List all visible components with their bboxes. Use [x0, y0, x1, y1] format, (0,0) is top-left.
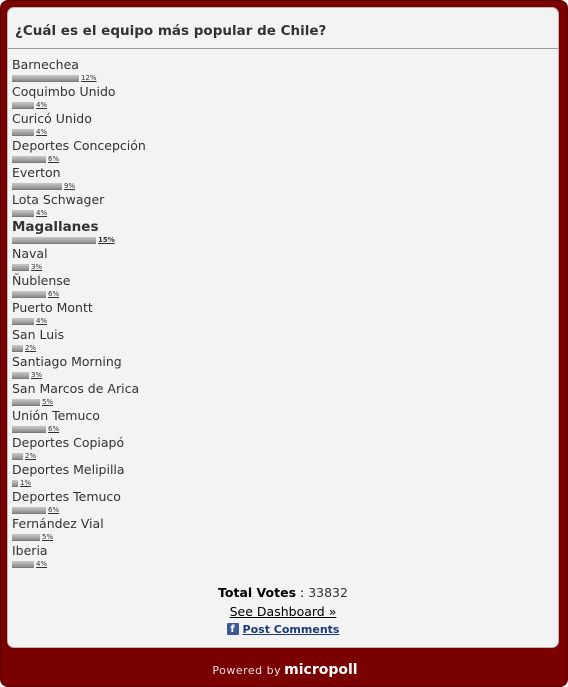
poll-option-label: Deportes Copiapó [12, 435, 125, 450]
poll-panel [7, 7, 559, 648]
see-dashboard-link[interactable]: See Dashboard » [229, 604, 337, 619]
poll-option-label: Fernández Vial [12, 516, 104, 531]
poll-option-label: Naval [12, 246, 48, 261]
poll-option-percent: 6% [48, 155, 60, 163]
poll-option [12, 192, 552, 219]
poll-option-label: Lota Schwager [12, 192, 105, 207]
poll-option-percent: 4% [36, 128, 48, 136]
poll-option-bar-row [12, 479, 31, 487]
poll-option-label: Everton [12, 165, 61, 180]
poll-options-list [12, 57, 552, 570]
poll-option-percent: 6% [48, 506, 60, 514]
poll-option-bar [12, 426, 46, 433]
poll-option-percent: 3% [31, 263, 43, 271]
micropoll-brand[interactable]: micropoll [284, 662, 358, 678]
poll-option-bar-row [12, 344, 36, 352]
poll-option-bar [12, 183, 62, 190]
poll-option [12, 435, 552, 462]
poll-option-bar-row [12, 128, 47, 136]
poll-option-bar-row [12, 209, 47, 217]
poll-option-bar-row [12, 101, 47, 109]
poll-option-bar-row [12, 74, 97, 82]
facebook-icon: f [227, 623, 239, 635]
poll-option-bar [12, 534, 40, 541]
post-comments-row [8, 623, 558, 637]
poll-option [12, 84, 552, 111]
poll-option-bar-row [12, 398, 53, 406]
poll-option-bar-row [12, 263, 42, 271]
poll-option-label: Puerto Montt [12, 300, 93, 315]
poll-option-bar [12, 399, 40, 406]
poll-option-percent: 12% [81, 74, 97, 82]
poll-option-bar-row [12, 560, 47, 568]
poll-option-percent: 3% [31, 371, 43, 379]
poll-option-label: Deportes Temuco [12, 489, 121, 504]
poll-option-label: Ñublense [12, 273, 71, 288]
poll-option-bar [12, 75, 79, 82]
question-divider [8, 48, 558, 49]
powered-by-footer[interactable] [1, 659, 568, 678]
poll-option-bar [12, 156, 46, 163]
total-votes-value: 33832 [308, 585, 348, 600]
powered-by-label: Powered by [212, 664, 282, 677]
poll-option [12, 354, 552, 381]
poll-option-bar [12, 480, 18, 487]
poll-option-label: Curicó Unido [12, 111, 92, 126]
poll-option-bar-row [12, 317, 47, 325]
poll-option-bar-row [12, 236, 115, 244]
poll-option-percent: 2% [25, 452, 37, 460]
poll-option-label: Deportes Concepción [12, 138, 146, 153]
poll-option [12, 138, 552, 165]
poll-option [12, 381, 552, 408]
poll-option [12, 408, 552, 435]
poll-option [12, 165, 552, 192]
poll-option [12, 246, 552, 273]
poll-option-bar [12, 129, 34, 136]
poll-option-bar [12, 210, 34, 217]
poll-option-label: Deportes Melipilla [12, 462, 125, 477]
poll-option [12, 273, 552, 300]
total-votes [8, 585, 558, 601]
poll-option [12, 489, 552, 516]
poll-option [12, 57, 552, 84]
poll-option-bar-row [12, 182, 75, 190]
poll-option-bar-row [12, 425, 59, 433]
poll-option [12, 111, 552, 138]
total-votes-label: Total Votes [218, 585, 297, 600]
post-comments-link[interactable]: Post Comments [242, 623, 340, 636]
poll-option-percent: 6% [48, 290, 60, 298]
poll-option-label: Coquimbo Unido [12, 84, 116, 99]
poll-option [12, 543, 552, 570]
poll-option-bar [12, 372, 29, 379]
poll-option-bar [12, 507, 46, 514]
poll-option [12, 300, 552, 327]
poll-option [12, 219, 552, 246]
poll-option-bar-row [12, 371, 42, 379]
poll-option-bar [12, 318, 34, 325]
poll-option-bar-row [12, 452, 36, 460]
poll-option-percent: 5% [42, 533, 54, 541]
poll-option-bar-row [12, 533, 53, 541]
poll-question: ¿Cuál es el equipo más popular de Chile? [15, 23, 327, 39]
poll-option-bar [12, 291, 46, 298]
poll-option-label: Iberia [12, 543, 48, 558]
poll-option-bar [12, 561, 34, 568]
poll-option-percent: 4% [36, 317, 48, 325]
poll-option-label: Santiago Morning [12, 354, 122, 369]
poll-option-percent: 1% [20, 479, 32, 487]
poll-option-percent: 2% [25, 344, 37, 352]
poll-option-label: San Luis [12, 327, 65, 342]
poll-option-bar [12, 453, 23, 460]
poll-option-bar-row [12, 155, 59, 163]
poll-option [12, 516, 552, 543]
poll-option-label: Unión Temuco [12, 408, 100, 423]
poll-option-percent: 15% [98, 236, 115, 244]
poll-option-bar [12, 264, 29, 271]
poll-option-percent: 4% [36, 101, 48, 109]
poll-option [12, 327, 552, 354]
poll-option-bar [12, 102, 34, 109]
poll-option [12, 462, 552, 489]
poll-option-bar-row [12, 506, 59, 514]
poll-option-label: San Marcos de Arica [12, 381, 140, 396]
poll-option-bar-row [12, 290, 59, 298]
poll-option-percent: 5% [42, 398, 54, 406]
poll-footer [8, 585, 558, 637]
poll-option-bar [12, 345, 23, 352]
poll-option-percent: 4% [36, 209, 48, 217]
poll-option-bar [12, 237, 96, 244]
total-votes-separator: : [296, 585, 309, 600]
poll-option-percent: 4% [36, 560, 48, 568]
poll-option-percent: 9% [64, 182, 76, 190]
poll-option-label: Magallanes [12, 219, 99, 235]
poll-option-percent: 6% [48, 425, 60, 433]
poll-option-label: Barnechea [12, 57, 79, 72]
